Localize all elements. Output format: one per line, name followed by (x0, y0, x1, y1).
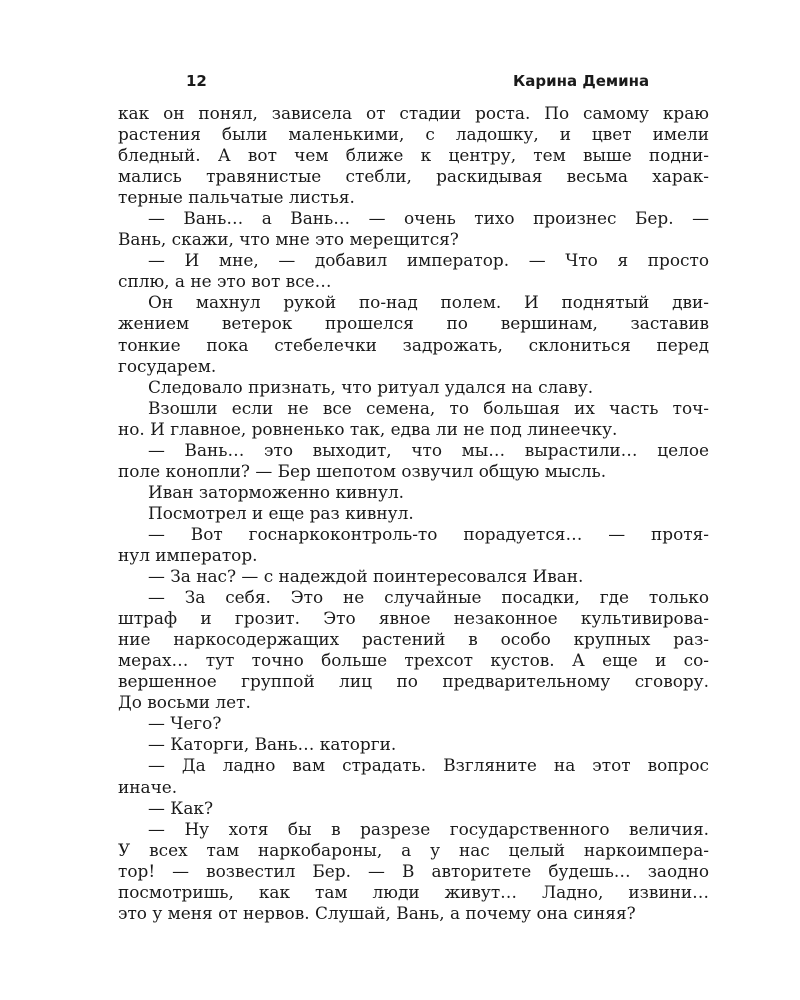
paragraph (118, 208, 709, 250)
text-line: Вань, скажи, что мне это мерещится? (118, 229, 459, 250)
paragraph (118, 250, 709, 292)
paragraph (118, 292, 709, 376)
text-line: бледный. А вот чем ближе к центру, тем выше подни- (118, 145, 709, 166)
text-line: — Как? (148, 797, 214, 818)
page-header (0, 70, 800, 94)
body-text (118, 103, 709, 924)
paragraph (118, 503, 709, 524)
text-line: тор! — возвестил Бер. — В авторитете будешь… заодно (118, 860, 709, 881)
running-title-author: Карина Демина (513, 72, 650, 90)
text-line: жением ветерок прошелся по вершинам, заставив (118, 313, 709, 334)
text-line: мерах… тут точно больше трехсот кустов. А еще и со- (118, 650, 709, 671)
text-line: иначе. (118, 776, 178, 797)
text-line: — Чего? (148, 713, 222, 734)
text-line: посмотришь, как там люди живут… Ладно, извини… (118, 881, 709, 902)
text-line: — Каторги, Вань… каторги. (148, 734, 397, 755)
paragraph (118, 755, 709, 797)
paragraph (118, 734, 709, 755)
text-line: но. И главное, ровненько так, едва ли не под линеечку. (118, 418, 618, 439)
text-line: нул император. (118, 544, 258, 565)
paragraph (118, 377, 709, 398)
text-line: — Вот госнаркоконтроль-то порадуется… — протя- (148, 523, 709, 544)
text-line: тонкие пока стебелечки задрожать, склониться перед (118, 334, 709, 355)
text-line: — Да ладно вам страдать. Взгляните на этот вопрос (148, 755, 709, 776)
text-line: Он махнул рукой по-над полем. И поднятый дви- (148, 292, 709, 313)
text-line: — И мне, — добавил император. — Что я просто (148, 250, 709, 271)
text-line: вершенное группой лиц по предварительному сговору. (118, 671, 709, 692)
text-line: — Ну хотя бы в разрезе государственного величия. (148, 818, 709, 839)
paragraph (118, 482, 709, 503)
text-line: Посмотрел и еще раз кивнул. (148, 502, 414, 523)
text-line: растения были маленькими, с ладошку, и цвет имели (118, 124, 709, 145)
paragraph (118, 713, 709, 734)
text-line: — Вань… это выходит, что мы… вырастили… целое (148, 439, 709, 460)
paragraph (118, 587, 709, 713)
text-line: — За нас? — с надеждой поинтересовался Иван. (148, 566, 584, 587)
text-line: Следовало признать, что ритуал удался на славу. (148, 376, 594, 397)
text-line: сплю, а не это вот все… (118, 271, 332, 292)
paragraph (118, 566, 709, 587)
text-line: мались травянистые стебли, раскидывая весьма харак- (118, 166, 709, 187)
text-line: Иван заторможенно кивнул. (148, 481, 405, 502)
text-line: Взошли если не все семена, то большая их часть точ- (148, 397, 709, 418)
paragraph (118, 103, 709, 208)
paragraph (118, 440, 709, 482)
text-line: ние наркосодержащих растений в особо крупных раз- (118, 629, 709, 650)
paragraph (118, 398, 709, 440)
text-line: как он понял, зависела от стадии роста. По самому краю (118, 103, 709, 123)
paragraph (118, 819, 709, 924)
page-number: 12 (186, 72, 207, 90)
paragraph (118, 524, 709, 566)
text-line: У всех там наркобароны, а у нас целый наркоимпера- (118, 839, 709, 860)
paragraph (118, 798, 709, 819)
text-line: — Вань… а Вань… — очень тихо произнес Бер. — (148, 208, 709, 229)
text-line: штраф и грозит. Это явное незаконное культивирова- (118, 608, 709, 629)
text-line: — За себя. Это не случайные посадки, где только (148, 587, 709, 608)
text-line: поле конопли? — Бер шепотом озвучил общую мысль. (118, 460, 607, 481)
text-line: До восьми лет. (118, 692, 251, 713)
text-line: терные пальчатые листья. (118, 187, 355, 208)
text-line: государем. (118, 355, 217, 376)
text-line: это у меня от нервов. Слушай, Вань, а почему она синяя? (118, 902, 636, 923)
